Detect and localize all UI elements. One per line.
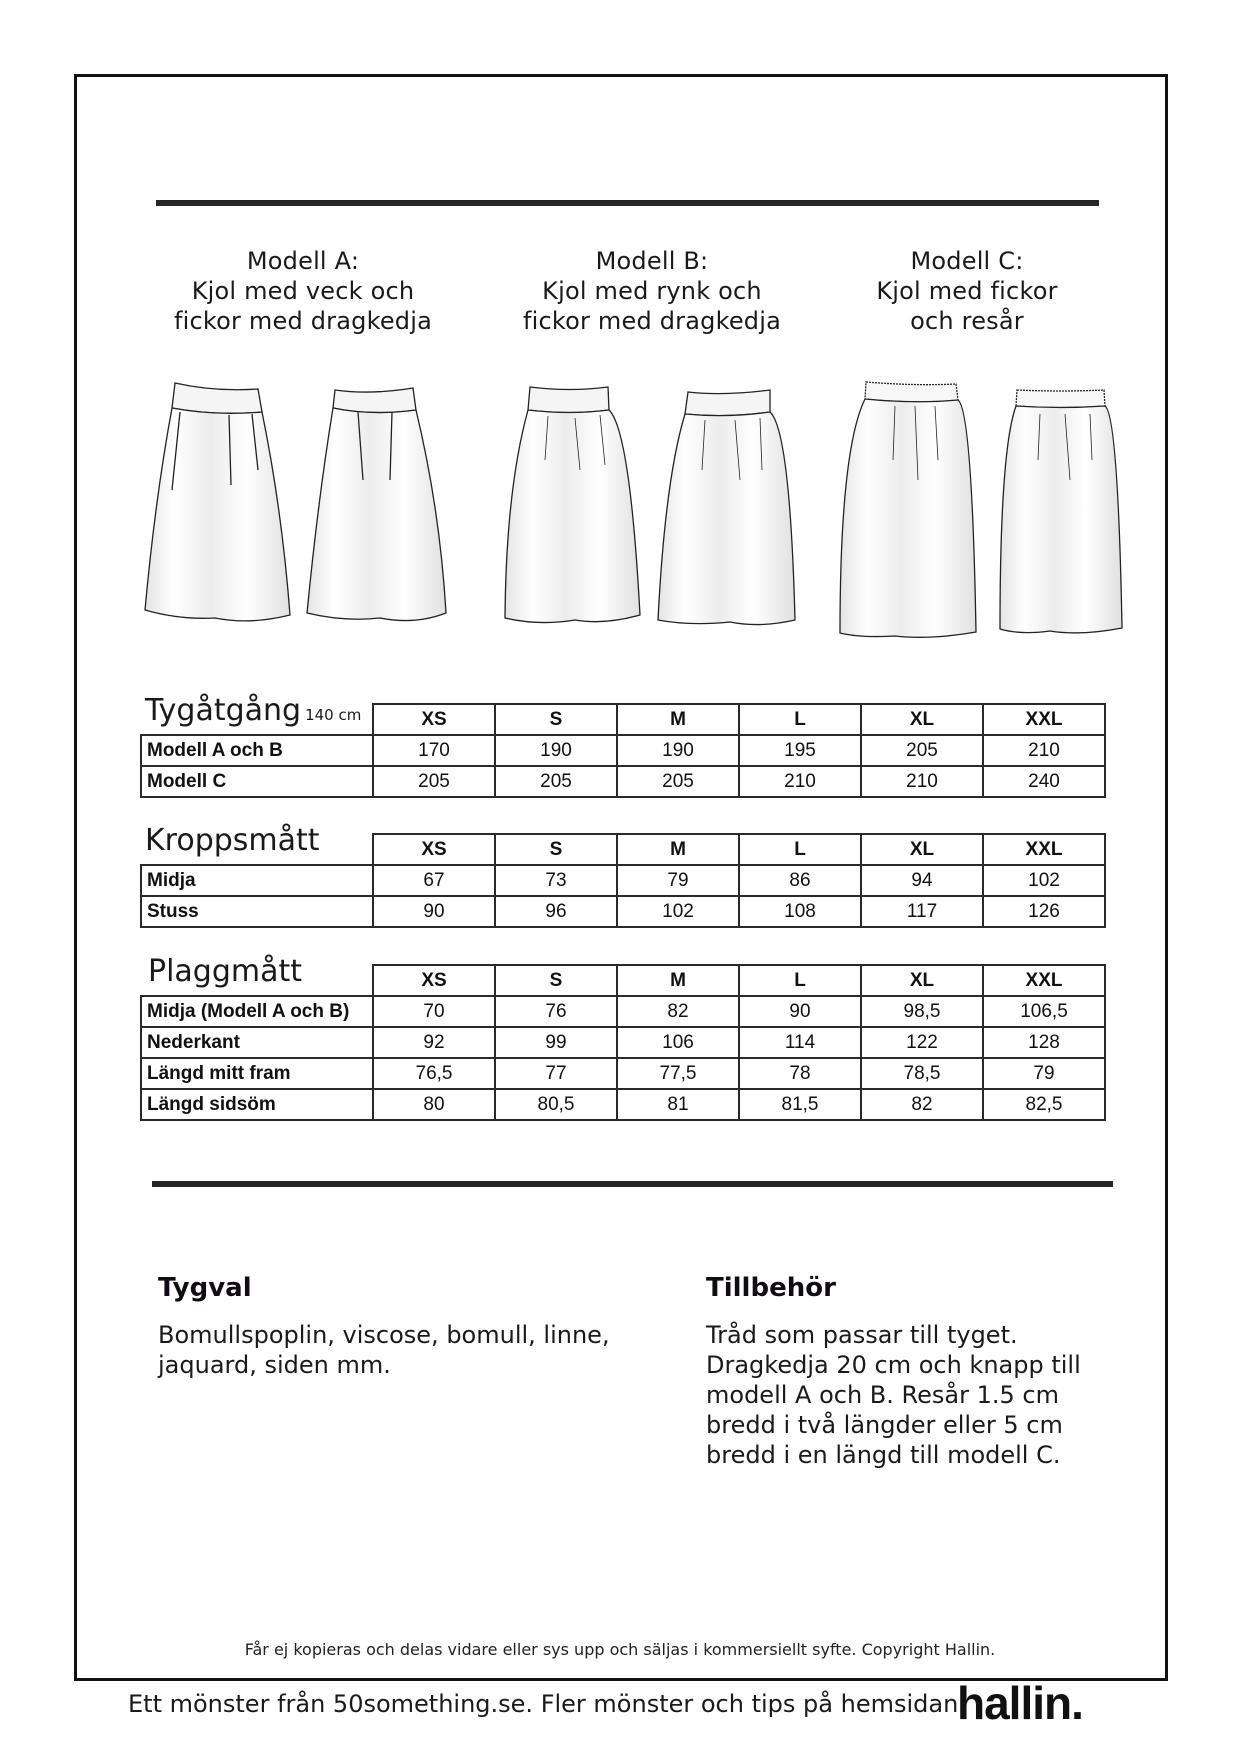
cell: 81,5 (739, 1089, 861, 1120)
size-header: XS (373, 834, 495, 865)
cell: 106 (617, 1027, 739, 1058)
tillbehor-body (706, 1320, 1081, 1470)
garment-table-title: Plaggmått (148, 954, 303, 989)
model-b-title (482, 246, 822, 336)
body-measurements-table (140, 833, 1106, 928)
cell: 128 (983, 1027, 1105, 1058)
cell: 210 (739, 766, 861, 797)
skirt-c-front-icon (840, 382, 976, 637)
size-header: M (617, 704, 739, 735)
skirt-b-front-icon (505, 387, 640, 623)
size-header: M (617, 965, 739, 996)
row-label: Midja (Modell A och B) (141, 996, 373, 1027)
top-divider (156, 200, 1099, 206)
size-header: L (739, 834, 861, 865)
cell: 170 (373, 735, 495, 766)
size-header: L (739, 965, 861, 996)
model-c-desc-1: Kjol med fickor (876, 277, 1058, 305)
cell: 114 (739, 1027, 861, 1058)
cell: 205 (495, 766, 617, 797)
cell: 205 (373, 766, 495, 797)
tillbehor-line: modell A och B. Resår 1.5 cm (706, 1381, 1059, 1409)
model-b-desc-1: Kjol med rynk och (542, 277, 762, 305)
tillbehor-heading: Tillbehör (706, 1273, 836, 1303)
skirt-illustrations (0, 370, 1240, 670)
cell: 77,5 (617, 1058, 739, 1089)
cell: 195 (739, 735, 861, 766)
tygval-line: Bomullspoplin, viscose, bomull, linne, (158, 1321, 610, 1349)
table-row (141, 1089, 1105, 1120)
cell: 96 (495, 896, 617, 927)
tillbehor-line: Tråd som passar till tyget. (706, 1321, 1018, 1349)
cell: 98,5 (861, 996, 983, 1027)
model-a-title (133, 246, 473, 336)
table-row (141, 1027, 1105, 1058)
row-label: Längd sidsöm (141, 1089, 373, 1120)
row-label: Midja (141, 865, 373, 896)
footer-text: Ett mönster från 50something.se. Fler mönster och tips på hemsidan. (128, 1690, 966, 1718)
row-label: Modell C (141, 766, 373, 797)
cell: 81 (617, 1089, 739, 1120)
cell: 80,5 (495, 1089, 617, 1120)
size-header: XXL (983, 704, 1105, 735)
cell: 94 (861, 865, 983, 896)
cell: 210 (983, 735, 1105, 766)
skirt-c-back-icon (1000, 390, 1122, 633)
cell: 190 (617, 735, 739, 766)
size-header: S (495, 965, 617, 996)
tillbehor-line: bredd i en längd till modell C. (706, 1441, 1061, 1469)
table-row (141, 766, 1105, 797)
skirt-a-back-icon (307, 388, 446, 621)
skirt-b-back-icon (658, 390, 795, 625)
cell: 80 (373, 1089, 495, 1120)
cell: 210 (861, 766, 983, 797)
table-row (141, 865, 1105, 896)
cell: 78 (739, 1058, 861, 1089)
body-table-title: Kroppsmått (145, 823, 320, 858)
hallin-logo: hallin. (957, 1677, 1083, 1729)
cell: 67 (373, 865, 495, 896)
model-c-title (797, 246, 1137, 336)
skirt-a-front-icon (145, 383, 290, 621)
model-b-desc-2: fickor med dragkedja (522, 307, 781, 335)
cell: 76 (495, 996, 617, 1027)
fabric-table (140, 703, 1106, 798)
table-row (141, 735, 1105, 766)
table-row (141, 996, 1105, 1027)
model-a-desc-1: Kjol med veck och (191, 277, 415, 305)
cell: 240 (983, 766, 1105, 797)
cell: 102 (617, 896, 739, 927)
size-header: M (617, 834, 739, 865)
cell: 102 (983, 865, 1105, 896)
cell: 108 (739, 896, 861, 927)
size-header: XL (861, 834, 983, 865)
mid-divider (152, 1181, 1113, 1187)
table-header-row (141, 965, 1105, 996)
table-header-row (141, 704, 1105, 735)
row-label: Modell A och B (141, 735, 373, 766)
size-header: S (495, 704, 617, 735)
cell: 190 (495, 735, 617, 766)
cell: 76,5 (373, 1058, 495, 1089)
size-header: S (495, 834, 617, 865)
size-header: XS (373, 704, 495, 735)
cell: 73 (495, 865, 617, 896)
cell: 78,5 (861, 1058, 983, 1089)
cell: 70 (373, 996, 495, 1027)
tillbehor-line: bredd i två längder eller 5 cm (706, 1411, 1063, 1439)
cell: 90 (739, 996, 861, 1027)
cell: 205 (861, 735, 983, 766)
tygval-line: jaquard, siden mm. (158, 1351, 391, 1379)
cell: 205 (617, 766, 739, 797)
cell: 82 (617, 996, 739, 1027)
cell: 106,5 (983, 996, 1105, 1027)
size-header: XXL (983, 965, 1105, 996)
fabric-title-text: Tygåtgång (145, 693, 302, 728)
cell: 122 (861, 1027, 983, 1058)
size-header: XL (861, 965, 983, 996)
cell: 126 (983, 896, 1105, 927)
cell: 77 (495, 1058, 617, 1089)
garment-measurements-table (140, 964, 1106, 1121)
size-header: XL (861, 704, 983, 735)
cell: 90 (373, 896, 495, 927)
model-c-name: Modell C: (910, 247, 1024, 275)
table-header-row (141, 834, 1105, 865)
cell: 92 (373, 1027, 495, 1058)
table-row (141, 1058, 1105, 1089)
model-b-name: Modell B: (595, 247, 709, 275)
model-a-name: Modell A: (246, 247, 360, 275)
row-label: Längd mitt fram (141, 1058, 373, 1089)
size-header: XS (373, 965, 495, 996)
size-header: L (739, 704, 861, 735)
tillbehor-line: Dragkedja 20 cm och knapp till (706, 1351, 1081, 1379)
model-c-desc-2: och resår (910, 307, 1024, 335)
model-a-desc-2: fickor med dragkedja (173, 307, 432, 335)
row-label: Nederkant (141, 1027, 373, 1058)
size-header: XXL (983, 834, 1105, 865)
cell: 99 (495, 1027, 617, 1058)
row-label: Stuss (141, 896, 373, 927)
cell: 86 (739, 865, 861, 896)
table-row (141, 896, 1105, 927)
copyright-notice: Får ej kopieras och delas vidare eller sys upp och säljas i kommersiellt syfte. Copyright Hallin. (244, 1640, 996, 1659)
cell: 117 (861, 896, 983, 927)
cell: 79 (617, 865, 739, 896)
tygval-heading: Tygval (158, 1273, 252, 1303)
tygval-body (158, 1320, 610, 1380)
cell: 82 (861, 1089, 983, 1120)
cell: 79 (983, 1058, 1105, 1089)
cell: 82,5 (983, 1089, 1105, 1120)
fabric-width-label: 140 cm (305, 706, 362, 724)
